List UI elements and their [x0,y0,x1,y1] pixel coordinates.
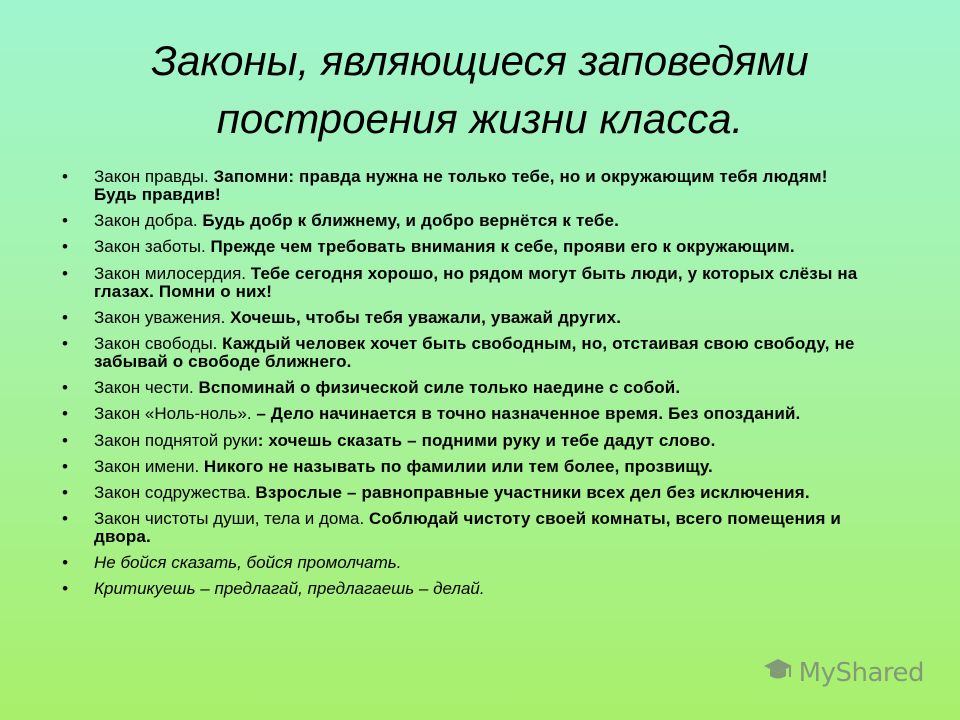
law-item-raised-hand [58,432,868,450]
law-name: Закон имени. [94,456,204,476]
law-rule: : хочешь сказать – подними руку и тебе дадут слово. [257,430,716,450]
law-rule: Тебе сегодня хорошо, но рядом могут быть люди, у которых слёзы на глазах. Помни о них! [94,263,858,301]
law-rule: Каждый человек хочет быть свободным, но, отстаивая свою свободу, не забывай о свободе ближнего. [94,333,855,371]
law-rule: Будь добр к ближнему, и добро вернётся к тебе. [202,211,619,231]
law-name: Закон уважения. [94,307,231,327]
law-item-truth [58,168,868,204]
law-name: Закон свободы. [94,333,223,353]
law-rule: Хочешь, чтобы тебя уважали, уважай других. [230,307,622,327]
law-item-respect [58,309,868,327]
law-item-care [58,238,868,256]
slide-title-line-2: построения жизни класса. [216,95,744,142]
law-name: Закон заботы. [94,237,211,257]
slide-title-line-1: Законы, являющиеся заповедями [151,37,809,84]
law-item-kindness [58,212,868,230]
law-name: Закон содружества. [94,482,256,502]
law-name: Закон добра. [94,211,203,231]
law-item-zero-zero [58,405,868,423]
law-rule: Прежде чем требовать внимания к себе, прояви его к окружающим. [210,237,795,257]
law-name: Закон чести. [94,378,199,398]
law-item-fellowship [58,484,868,502]
law-rule: – Дело начинается в точно назначенное время. Без опозданий. [256,404,801,424]
motto-item-criticize: • Критикуешь – предлагай, предлагаешь – делай. [58,580,868,598]
law-item-freedom [58,335,868,371]
law-name: Закон милосердия. [94,263,251,283]
law-name: Закон поднятой руки [94,430,258,450]
watermark [763,656,924,689]
watermark-text: MyShared [798,657,924,688]
law-name: Закон «Ноль-ноль». [94,404,257,424]
slide-title [40,32,920,148]
mortarboard-icon [763,656,793,689]
law-item-honor [58,379,868,397]
law-rule: Никого не называть по фамилии или тем более, прозвищу. [203,456,713,476]
laws-list [58,168,868,607]
motto-item-speak: • Не бойся сказать, бойся промолчать. [58,554,868,572]
law-rule: Взрослые – равноправные участники всех дел без исключения. [255,482,810,502]
law-item-mercy [58,265,868,301]
law-item-name [58,458,868,476]
law-name: Закон правды. [94,167,214,186]
law-item-cleanliness [58,510,868,546]
law-rule: Соблюдай чистоту своей комнаты, всего помещения и двора. [94,509,842,547]
law-rule: Вспоминай о физической силе только наедине с собой. [198,378,681,398]
law-name: Закон чистоты души, тела и дома. [94,509,369,529]
law-rule: Запомни: правда нужна не только тебе, но и окружающим тебя людям! Будь правдив! [94,167,828,204]
